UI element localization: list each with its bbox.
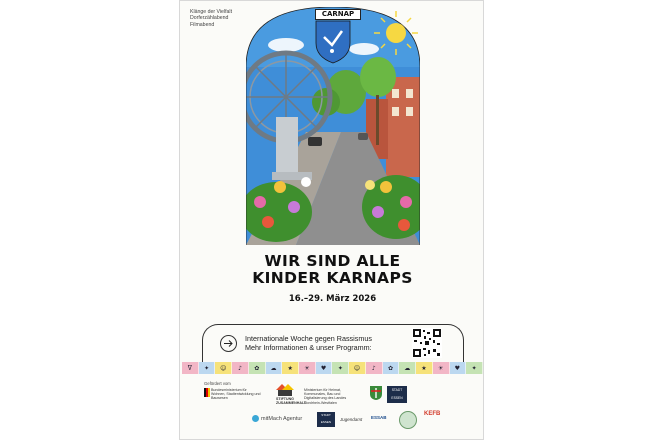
stiftung-logo xyxy=(276,384,307,406)
stiftung-logo-text: STIFTUNG ZUSAMMENHALT xyxy=(276,397,307,406)
ministerium-logo xyxy=(304,388,362,405)
stadt-essen-logo: STADT ESSEN xyxy=(387,386,407,403)
mitmach-logo-text: mitMach Agentur xyxy=(261,416,303,422)
strip-tile-icon: ♥ xyxy=(450,362,467,374)
crest-label: CARNAP xyxy=(315,9,361,20)
stadt-essen-small-logo: STADT ESSEN xyxy=(317,412,335,427)
house-icon xyxy=(276,384,294,396)
program-note-2: Dorferzählabend xyxy=(190,15,229,22)
program-note-3: Filmabend xyxy=(190,21,215,28)
headline-line-2: KINDER KARNAPS xyxy=(252,269,413,287)
bund-logo xyxy=(204,388,266,401)
program-note-1: Klänge der Vielfalt xyxy=(190,9,233,15)
jugendamt-logo: Jugendamt xyxy=(340,417,363,422)
event-poster xyxy=(179,0,484,440)
strip-tile-icon: ☀ xyxy=(433,362,450,374)
strip-tile-icon: ☀ xyxy=(299,362,316,374)
strip-tile-icon: ☁ xyxy=(399,362,416,374)
essab-logo: ESSAB xyxy=(371,415,387,420)
arrow-right-icon[interactable] xyxy=(220,335,237,352)
strip-tile-icon: ☺ xyxy=(349,362,366,374)
strip-tile-icon: ♥ xyxy=(316,362,333,374)
mitmach-logo xyxy=(252,415,302,423)
strip-tile-icon: ᐁ xyxy=(182,362,199,374)
qr-code-icon[interactable] xyxy=(412,328,442,358)
strip-tile-icon: ✦ xyxy=(199,362,216,374)
event-dates: 16.–29. März 2026 xyxy=(288,294,377,304)
strip-tile-icon: ✦ xyxy=(466,362,483,374)
ministerium-logo-text: Ministerium für Heimat, Kommunales, Bau und Digitalisierung des Landes Nordrhein-Westfalen xyxy=(304,388,347,405)
funded-by-label: Gefördert vom xyxy=(204,381,231,386)
strip-tile-icon: ☁ xyxy=(266,362,283,374)
strip-tile-icon: ✿ xyxy=(249,362,266,374)
mitmach-dot-icon xyxy=(252,415,259,422)
program-notes xyxy=(190,9,232,28)
strip-tile-icon: ✿ xyxy=(383,362,400,374)
kefb-logo: KEFB xyxy=(424,411,441,417)
street-illustration xyxy=(246,7,420,245)
nrw-crest-icon xyxy=(370,386,382,400)
info-line-2: Mehr Informationen & unser Programm: xyxy=(245,342,372,352)
round-seal-icon xyxy=(399,411,417,429)
info-box xyxy=(202,324,464,362)
bund-logo-text: Bundesministerium für Wohnen, Stadtentwicklung und Bauwesen xyxy=(211,388,261,401)
strip-tile-icon: ✦ xyxy=(332,362,349,374)
info-line-1: Internationale Woche gegen Rassismus xyxy=(245,334,372,343)
headline-line-1: WIR SIND ALLE xyxy=(264,252,401,270)
strip-tile-icon: ★ xyxy=(282,362,299,374)
strip-tile-icon: ♪ xyxy=(232,362,249,374)
info-text xyxy=(245,335,372,353)
decorative-tile-strip xyxy=(182,362,483,374)
strip-tile-icon: ♪ xyxy=(366,362,383,374)
funder-logos xyxy=(180,378,484,440)
strip-tile-icon: ☺ xyxy=(215,362,232,374)
strip-tile-icon: ★ xyxy=(416,362,433,374)
